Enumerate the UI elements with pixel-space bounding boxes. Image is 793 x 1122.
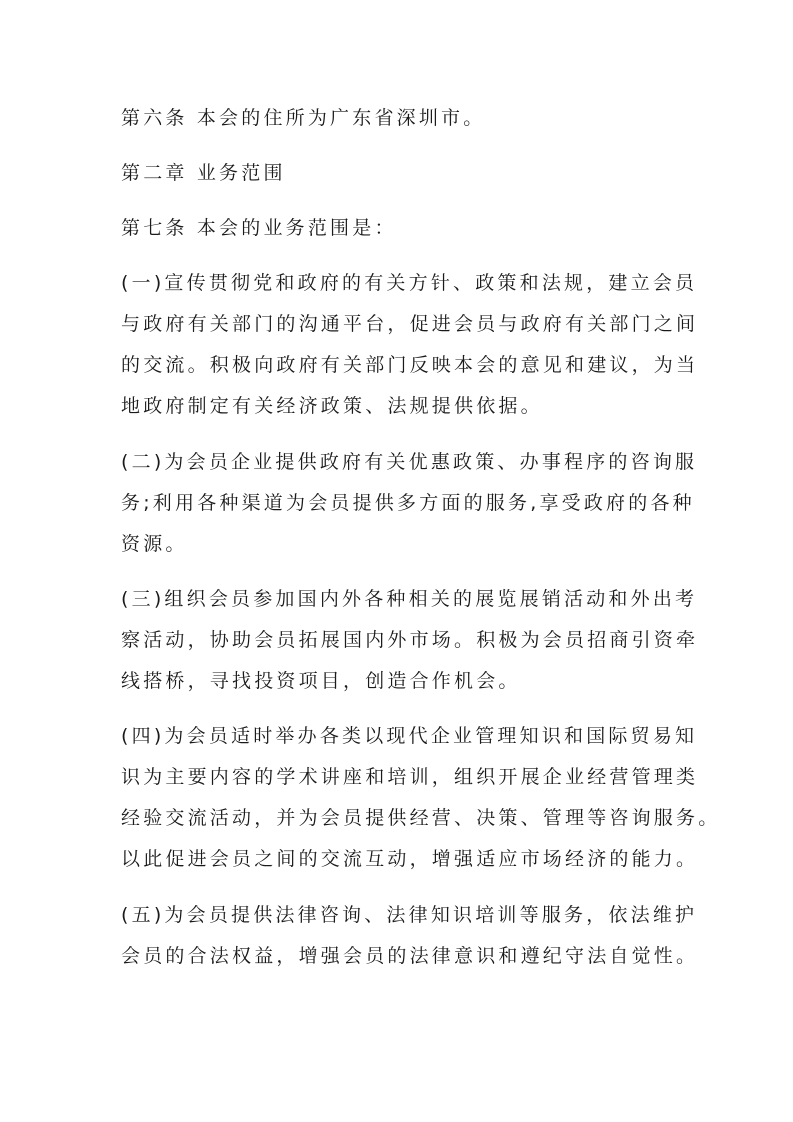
item-2-line-1: (二)为会员企业提供政府有关优惠政策、办事程序的咨询服 <box>121 451 698 473</box>
item-2-line-2: 务;利用各种渠道为会员提供多方面的服务,享受政府的各种 <box>121 492 695 514</box>
item-2-line-3: 资源。 <box>121 533 188 555</box>
item-5-line-2: 会员的合法权益，增强会员的法律意识和遵纪守法自觉性。 <box>121 945 699 967</box>
item-4-line-4: 以此促进会员之间的交流互动，增强适应市场经济的能力。 <box>121 848 699 870</box>
item-3-line-1: (三)组织会员参加国内外各种相关的展览展销活动和外出考 <box>121 588 698 610</box>
item-1-line-1: (一)宣传贯彻党和政府的有关方针、政策和法规，建立会员 <box>121 272 698 294</box>
item-1-line-2: 与政府有关部门的沟通平台，促进会员与政府有关部门之间 <box>121 313 699 335</box>
item-1-line-4: 地政府制定有关经济政策、法规提供依据。 <box>121 395 543 417</box>
item-4-line-3: 经验交流活动，并为会员提供经营、决策、管理等咨询服务。 <box>121 807 721 829</box>
item-5-line-1: (五)为会员提供法律咨询、法律知识培训等服务，依法维护 <box>121 904 698 926</box>
item-4-line-1: (四)为会员适时举办各类以现代企业管理知识和国际贸易知 <box>121 725 698 747</box>
item-3-line-3: 线搭桥，寻找投资项目，创造合作机会。 <box>121 670 521 692</box>
item-1-line-3: 的交流。积极向政府有关部门反映本会的意见和建议，为当 <box>121 354 699 376</box>
article-6-line: 第六条 本会的住所为广东省深圳市。 <box>121 107 486 129</box>
item-3-line-2: 察活动，协助会员拓展国内外市场。积极为会员招商引资牵 <box>121 629 699 651</box>
article-7-line: 第七条 本会的业务范围是： <box>121 217 397 239</box>
item-4-line-2: 识为主要内容的学术讲座和培训，组织开展企业经营管理类 <box>121 766 699 788</box>
chapter-2-heading: 第二章 业务范围 <box>121 162 286 184</box>
